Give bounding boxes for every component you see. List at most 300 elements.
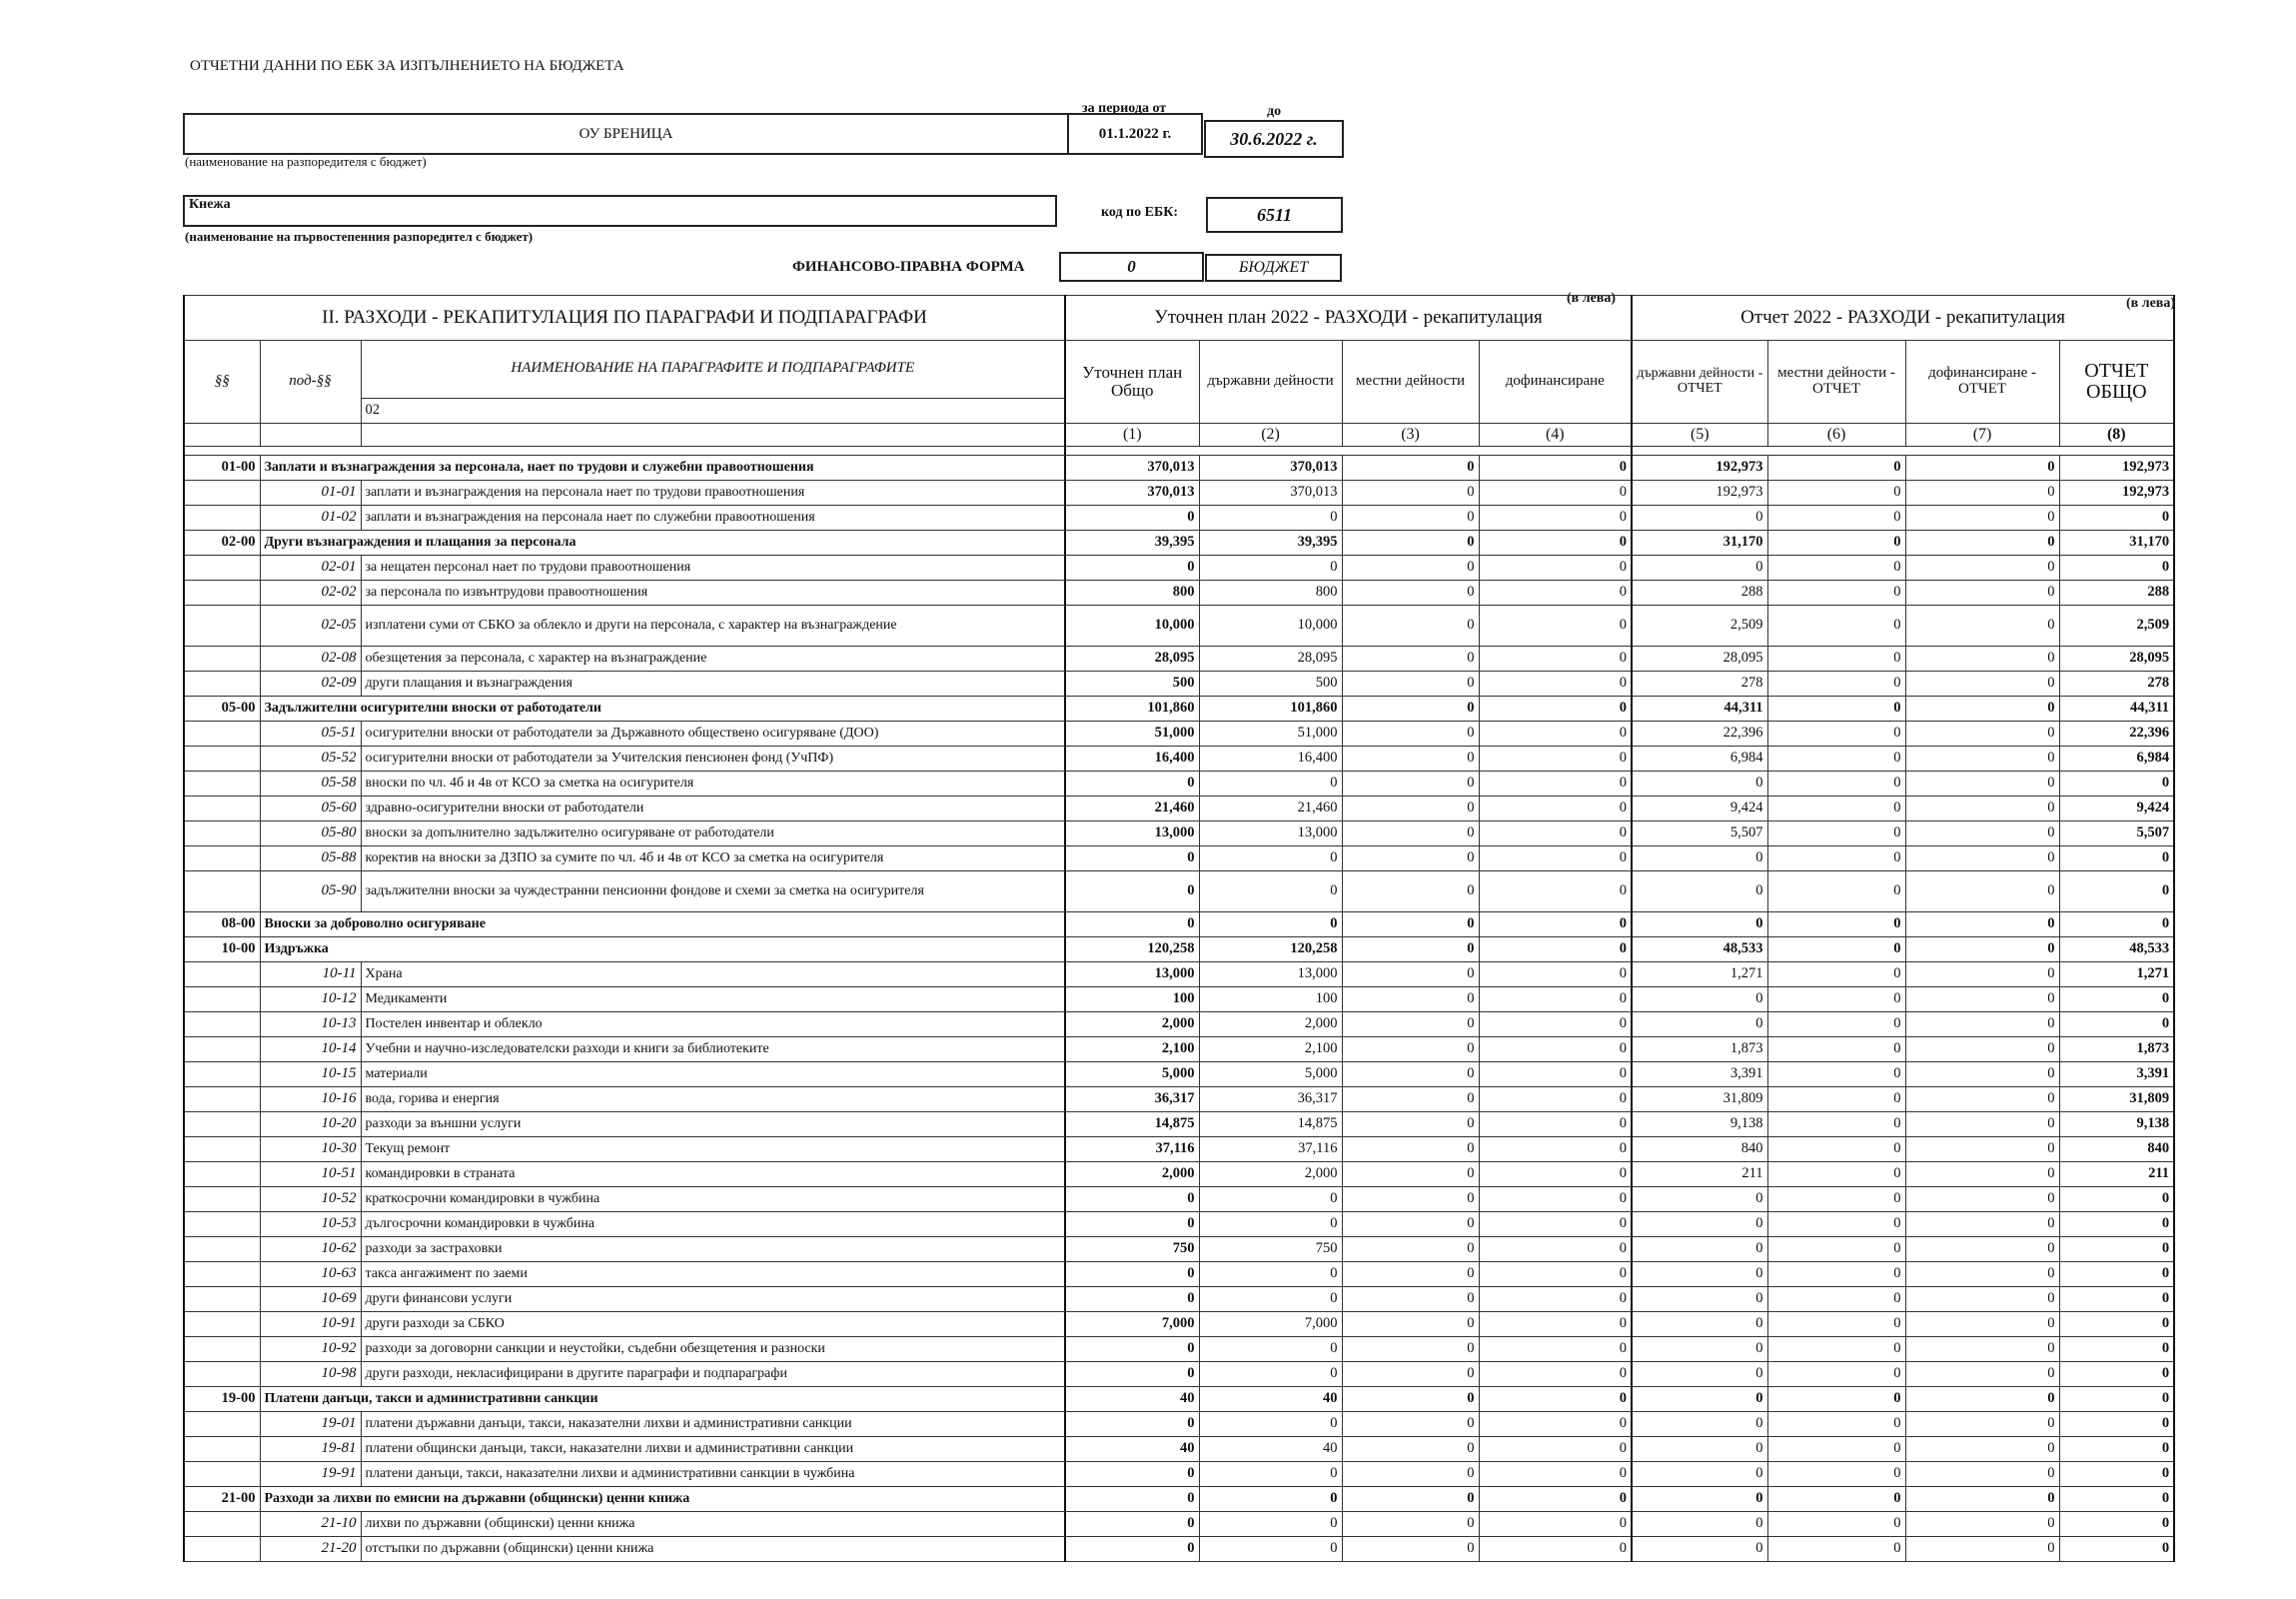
value-col-5: 211 <box>1632 1162 1767 1187</box>
table-row <box>184 1137 2174 1162</box>
table-row <box>184 962 2174 987</box>
value-col-2: 7,000 <box>1199 1312 1342 1337</box>
value-col-1: 0 <box>1065 506 1199 531</box>
table-row <box>184 647 2174 672</box>
value-col-7: 0 <box>1905 697 2059 722</box>
row-name: Медикаменти <box>361 987 1065 1012</box>
value-col-1: 0 <box>1065 871 1199 912</box>
row-subparagraph-code: 19-01 <box>260 1412 361 1437</box>
value-col-7: 0 <box>1905 1387 2059 1412</box>
row-paragraph-code: 21-00 <box>184 1487 260 1512</box>
value-col-4: 0 <box>1479 1112 1632 1137</box>
value-col-6: 0 <box>1767 987 1905 1012</box>
num-3: (3) <box>1342 424 1479 447</box>
row-paragraph-code <box>184 1462 260 1487</box>
value-col-6: 0 <box>1767 1062 1905 1087</box>
value-col-7: 0 <box>1905 1187 2059 1212</box>
value-col-1: 2,000 <box>1065 1162 1199 1187</box>
row-paragraph-code <box>184 1112 260 1137</box>
col-subparagraph: под-§§ <box>260 341 361 424</box>
row-subparagraph-code: 01-01 <box>260 481 361 506</box>
table-row <box>184 821 2174 846</box>
value-col-3: 0 <box>1342 1012 1479 1037</box>
row-name: разходи за договорни санкции и неустойки, съдебни обезщетения и разноски <box>361 1337 1065 1362</box>
value-col-1: 750 <box>1065 1237 1199 1262</box>
row-name: заплати и възнаграждения на персонала нает по трудови правоотношения <box>361 481 1065 506</box>
value-col-1: 0 <box>1065 1537 1199 1562</box>
value-col-7: 0 <box>1905 797 2059 821</box>
table-row <box>184 1512 2174 1537</box>
value-col-8: 0 <box>2059 1462 2174 1487</box>
currency-note-plan: (в лева) <box>1567 291 1617 306</box>
row-name: вноски по чл. 4б и 4в от КСО за сметка на осигурителя <box>361 772 1065 797</box>
row-paragraph-code <box>184 672 260 697</box>
row-paragraph-code <box>184 1062 260 1087</box>
value-col-3: 0 <box>1342 556 1479 581</box>
value-col-4: 0 <box>1479 1137 1632 1162</box>
value-col-4: 0 <box>1479 1412 1632 1437</box>
value-col-1: 500 <box>1065 672 1199 697</box>
value-col-2: 800 <box>1199 581 1342 606</box>
value-col-8: 0 <box>2059 1237 2174 1262</box>
row-paragraph-code <box>184 647 260 672</box>
table-row <box>184 1062 2174 1087</box>
value-col-8: 211 <box>2059 1162 2174 1187</box>
value-col-8: 0 <box>2059 1537 2174 1562</box>
period-from-label: за периода от <box>1082 101 1167 116</box>
row-paragraph-code <box>184 1537 260 1562</box>
primary-caption: (наименование на първостепенния разпоредител с бюджет) <box>185 229 534 244</box>
period-to-value: 30.6.2022 г. <box>1230 128 1318 149</box>
value-col-1: 0 <box>1065 1362 1199 1387</box>
row-subparagraph-code: 05-51 <box>260 722 361 747</box>
row-subparagraph-code: 10-11 <box>260 962 361 987</box>
value-col-4: 0 <box>1479 606 1632 647</box>
row-subparagraph-code: 05-80 <box>260 821 361 846</box>
primary-name-field <box>183 195 1057 227</box>
row-subparagraph-code: 10-91 <box>260 1312 361 1337</box>
value-col-7: 0 <box>1905 937 2059 962</box>
value-col-1: 37,116 <box>1065 1137 1199 1162</box>
value-col-1: 0 <box>1065 772 1199 797</box>
value-col-8: 5,507 <box>2059 821 2174 846</box>
value-col-4: 0 <box>1479 647 1632 672</box>
value-col-7: 0 <box>1905 1012 2059 1037</box>
section-row <box>184 697 2174 722</box>
value-col-8: 0 <box>2059 1262 2174 1287</box>
value-col-6: 0 <box>1767 747 1905 772</box>
row-name: отстъпки по държавни (общински) ценни книжа <box>361 1537 1065 1562</box>
value-col-4: 0 <box>1479 1337 1632 1362</box>
row-subparagraph-code: 05-90 <box>260 871 361 912</box>
value-col-4: 0 <box>1479 1262 1632 1287</box>
num-5: (5) <box>1632 424 1767 447</box>
value-col-8: 0 <box>2059 1487 2174 1512</box>
value-col-8: 0 <box>2059 912 2174 937</box>
value-col-2: 51,000 <box>1199 722 1342 747</box>
period-to-label: до <box>1267 104 1282 119</box>
table-row <box>184 1212 2174 1237</box>
value-col-5: 31,170 <box>1632 531 1767 556</box>
form-code-field <box>1059 252 1204 282</box>
section-row <box>184 456 2174 481</box>
value-col-1: 0 <box>1065 1287 1199 1312</box>
table-row <box>184 1187 2174 1212</box>
value-col-5: 192,973 <box>1632 481 1767 506</box>
value-col-1: 40 <box>1065 1387 1199 1412</box>
value-col-2: 0 <box>1199 1287 1342 1312</box>
row-subparagraph-code: 10-98 <box>260 1362 361 1387</box>
value-col-3: 0 <box>1342 1287 1479 1312</box>
row-name: осигурителни вноски от работодатели за Учителския пенсионен фонд (УчПФ) <box>361 747 1065 772</box>
value-col-6: 0 <box>1767 1087 1905 1112</box>
value-col-6: 0 <box>1767 871 1905 912</box>
value-col-6: 0 <box>1767 772 1905 797</box>
value-col-5: 0 <box>1632 912 1767 937</box>
value-col-4: 0 <box>1479 531 1632 556</box>
value-col-3: 0 <box>1342 481 1479 506</box>
value-col-4: 0 <box>1479 1212 1632 1237</box>
value-col-1: 5,000 <box>1065 1062 1199 1087</box>
row-name: Задължителни осигурителни вноски от работодатели <box>260 697 1065 722</box>
document-title: ОТЧЕТНИ ДАННИ ПО ЕБК ЗА ИЗПЪЛНЕНИЕТО НА БЮДЖЕТА <box>190 58 624 74</box>
value-col-1: 51,000 <box>1065 722 1199 747</box>
value-col-6: 0 <box>1767 1262 1905 1287</box>
value-col-4: 0 <box>1479 1512 1632 1537</box>
value-col-7: 0 <box>1905 747 2059 772</box>
value-col-3: 0 <box>1342 747 1479 772</box>
value-col-8: 31,170 <box>2059 531 2174 556</box>
row-paragraph-code: 10-00 <box>184 937 260 962</box>
value-col-8: 0 <box>2059 506 2174 531</box>
value-col-4: 0 <box>1479 1362 1632 1387</box>
value-col-4: 0 <box>1479 1162 1632 1187</box>
row-name: командировки в страната <box>361 1162 1065 1187</box>
value-col-5: 0 <box>1632 871 1767 912</box>
row-subparagraph-code: 02-09 <box>260 672 361 697</box>
value-col-2: 0 <box>1199 506 1342 531</box>
row-subparagraph-code: 10-30 <box>260 1137 361 1162</box>
table-row <box>184 1312 2174 1337</box>
value-col-4: 0 <box>1479 1537 1632 1562</box>
value-col-3: 0 <box>1342 606 1479 647</box>
row-paragraph-code <box>184 772 260 797</box>
row-paragraph-code <box>184 1012 260 1037</box>
value-col-8: 0 <box>2059 987 2174 1012</box>
value-col-7: 0 <box>1905 506 2059 531</box>
currency-note-report: (в лева) <box>2126 296 2176 311</box>
num-6: (6) <box>1767 424 1905 447</box>
row-subparagraph-code: 10-14 <box>260 1037 361 1062</box>
row-paragraph-code <box>184 1087 260 1112</box>
value-col-8: 0 <box>2059 871 2174 912</box>
value-col-1: 0 <box>1065 1187 1199 1212</box>
value-col-6: 0 <box>1767 962 1905 987</box>
value-col-5: 0 <box>1632 1487 1767 1512</box>
value-col-7: 0 <box>1905 1487 2059 1512</box>
row-paragraph-code <box>184 606 260 647</box>
value-col-1: 370,013 <box>1065 481 1199 506</box>
row-subparagraph-code: 10-69 <box>260 1287 361 1312</box>
value-col-1: 21,460 <box>1065 797 1199 821</box>
value-col-6: 0 <box>1767 1487 1905 1512</box>
value-col-8: 0 <box>2059 1412 2174 1437</box>
value-col-1: 10,000 <box>1065 606 1199 647</box>
value-col-8: 0 <box>2059 556 2174 581</box>
table-body <box>184 456 2174 1562</box>
row-paragraph-code <box>184 797 260 821</box>
value-col-3: 0 <box>1342 821 1479 846</box>
value-col-4: 0 <box>1479 1487 1632 1512</box>
value-col-7: 0 <box>1905 481 2059 506</box>
value-col-4: 0 <box>1479 772 1632 797</box>
value-col-6: 0 <box>1767 821 1905 846</box>
value-col-7: 0 <box>1905 1437 2059 1462</box>
value-col-4: 0 <box>1479 1237 1632 1262</box>
value-col-2: 39,395 <box>1199 531 1342 556</box>
value-col-1: 7,000 <box>1065 1312 1199 1337</box>
row-paragraph-code: 19-00 <box>184 1387 260 1412</box>
value-col-3: 0 <box>1342 1262 1479 1287</box>
value-col-7: 0 <box>1905 1237 2059 1262</box>
row-subparagraph-code: 02-08 <box>260 647 361 672</box>
value-col-1: 40 <box>1065 1437 1199 1462</box>
value-col-6: 0 <box>1767 1512 1905 1537</box>
value-col-5: 0 <box>1632 1537 1767 1562</box>
value-col-6: 0 <box>1767 1237 1905 1262</box>
value-col-7: 0 <box>1905 647 2059 672</box>
value-col-7: 0 <box>1905 531 2059 556</box>
value-col-5: 0 <box>1632 556 1767 581</box>
row-paragraph-code <box>184 1437 260 1462</box>
table-row <box>184 722 2174 747</box>
row-subparagraph-code: 21-10 <box>260 1512 361 1537</box>
row-subparagraph-code: 02-05 <box>260 606 361 647</box>
value-col-4: 0 <box>1479 506 1632 531</box>
row-name: други разходи, некласифицирани в другите параграфи и подпараграфи <box>361 1362 1065 1387</box>
value-col-3: 0 <box>1342 672 1479 697</box>
value-col-1: 0 <box>1065 912 1199 937</box>
row-name: Вноски за доброволно осигуряване <box>260 912 1065 937</box>
value-col-4: 0 <box>1479 1462 1632 1487</box>
table-row <box>184 581 2174 606</box>
row-name: Платени данъци, такси и административни санкции <box>260 1387 1065 1412</box>
value-col-7: 0 <box>1905 606 2059 647</box>
row-paragraph-code <box>184 846 260 871</box>
value-col-8: 31,809 <box>2059 1087 2174 1112</box>
code-02: 02 <box>361 398 1065 423</box>
value-col-2: 36,317 <box>1199 1087 1342 1112</box>
value-col-5: 0 <box>1632 846 1767 871</box>
value-col-4: 0 <box>1479 581 1632 606</box>
period-from-value: 01.1.2022 г. <box>1098 125 1172 142</box>
table-row <box>184 1337 2174 1362</box>
row-name: здравно-осигурителни вноски от работодатели <box>361 797 1065 821</box>
value-col-3: 0 <box>1342 581 1479 606</box>
num-8: (8) <box>2059 424 2174 447</box>
value-col-4: 0 <box>1479 1437 1632 1462</box>
ebk-label: код по ЕБК: <box>1101 205 1179 220</box>
table-row <box>184 606 2174 647</box>
table-row <box>184 1412 2174 1437</box>
value-col-8: 0 <box>2059 1337 2174 1362</box>
value-col-4: 0 <box>1479 1012 1632 1037</box>
value-col-4: 0 <box>1479 846 1632 871</box>
row-name: обезщетения за персонала, с характер на възнаграждение <box>361 647 1065 672</box>
value-col-6: 0 <box>1767 647 1905 672</box>
value-col-1: 0 <box>1065 846 1199 871</box>
num-empty-1 <box>184 424 260 447</box>
row-paragraph-code <box>184 987 260 1012</box>
row-subparagraph-code: 10-62 <box>260 1237 361 1262</box>
period-to-field <box>1204 120 1344 158</box>
value-col-6: 0 <box>1767 1412 1905 1437</box>
row-name: Текущ ремонт <box>361 1137 1065 1162</box>
value-col-3: 0 <box>1342 772 1479 797</box>
value-col-8: 0 <box>2059 1212 2174 1237</box>
value-col-4: 0 <box>1479 987 1632 1012</box>
value-col-4: 0 <box>1479 456 1632 481</box>
table-row <box>184 1262 2174 1287</box>
value-col-2: 0 <box>1199 871 1342 912</box>
value-col-4: 0 <box>1479 1312 1632 1337</box>
value-col-6: 0 <box>1767 1462 1905 1487</box>
value-col-7: 0 <box>1905 556 2059 581</box>
value-col-7: 0 <box>1905 672 2059 697</box>
row-paragraph-code: 08-00 <box>184 912 260 937</box>
value-col-6: 0 <box>1767 846 1905 871</box>
value-col-2: 21,460 <box>1199 797 1342 821</box>
report-title: Отчет 2022 - РАЗХОДИ - рекапитулация <box>1632 296 2174 341</box>
row-paragraph-code: 02-00 <box>184 531 260 556</box>
value-col-3: 0 <box>1342 1137 1479 1162</box>
table-row <box>184 1162 2174 1187</box>
row-paragraph-code <box>184 1137 260 1162</box>
row-paragraph-code <box>184 1287 260 1312</box>
value-col-5: 1,271 <box>1632 962 1767 987</box>
value-col-3: 0 <box>1342 1362 1479 1387</box>
value-col-6: 0 <box>1767 456 1905 481</box>
value-col-1: 36,317 <box>1065 1087 1199 1112</box>
value-col-7: 0 <box>1905 581 2059 606</box>
row-subparagraph-code: 10-52 <box>260 1187 361 1212</box>
separator-row <box>184 447 2174 456</box>
row-subparagraph-code: 21-20 <box>260 1537 361 1562</box>
row-subparagraph-code: 19-81 <box>260 1437 361 1462</box>
value-col-7: 0 <box>1905 912 2059 937</box>
value-col-8: 192,973 <box>2059 456 2174 481</box>
value-col-7: 0 <box>1905 962 2059 987</box>
value-col-6: 0 <box>1767 797 1905 821</box>
period-from-field <box>1067 113 1203 155</box>
value-col-6: 0 <box>1767 581 1905 606</box>
row-paragraph-code <box>184 1212 260 1237</box>
value-col-8: 28,095 <box>2059 647 2174 672</box>
value-col-5: 840 <box>1632 1137 1767 1162</box>
col-report-state: държавни дейности - ОТЧЕТ <box>1632 341 1767 424</box>
row-name: задължителни вноски за чуждестранни пенсионни фондове и схеми за сметка на осигурителя <box>361 871 1065 912</box>
value-col-7: 0 <box>1905 722 2059 747</box>
value-col-6: 0 <box>1767 1162 1905 1187</box>
value-col-2: 0 <box>1199 1212 1342 1237</box>
value-col-6: 0 <box>1767 1112 1905 1137</box>
row-paragraph-code: 01-00 <box>184 456 260 481</box>
table-title-row <box>184 296 2174 341</box>
plan-title: Уточнен план 2022 - РАЗХОДИ - рекапитулация <box>1065 296 1632 341</box>
section-row <box>184 937 2174 962</box>
row-name: Заплати и възнаграждения за персонала, нает по трудови и служебни правоотношения <box>260 456 1065 481</box>
value-col-5: 0 <box>1632 1187 1767 1212</box>
row-name: за персонала по извънтрудови правоотношения <box>361 581 1065 606</box>
value-col-2: 0 <box>1199 1487 1342 1512</box>
value-col-8: 6,984 <box>2059 747 2174 772</box>
value-col-3: 0 <box>1342 506 1479 531</box>
value-col-8: 0 <box>2059 1387 2174 1412</box>
value-col-1: 13,000 <box>1065 821 1199 846</box>
row-paragraph-code <box>184 1187 260 1212</box>
value-col-1: 28,095 <box>1065 647 1199 672</box>
value-col-2: 0 <box>1199 1412 1342 1437</box>
row-paragraph-code <box>184 1162 260 1187</box>
row-paragraph-code <box>184 1237 260 1262</box>
value-col-3: 0 <box>1342 1312 1479 1337</box>
value-col-5: 0 <box>1632 1337 1767 1362</box>
row-subparagraph-code: 10-92 <box>260 1337 361 1362</box>
value-col-6: 0 <box>1767 912 1905 937</box>
value-col-2: 13,000 <box>1199 962 1342 987</box>
row-subparagraph-code: 10-51 <box>260 1162 361 1187</box>
value-col-3: 0 <box>1342 1412 1479 1437</box>
value-col-2: 0 <box>1199 1462 1342 1487</box>
col-report-cofin: дофинансиране - ОТЧЕТ <box>1905 341 2059 424</box>
row-paragraph-code <box>184 1262 260 1287</box>
row-subparagraph-code: 19-91 <box>260 1462 361 1487</box>
value-col-2: 2,000 <box>1199 1162 1342 1187</box>
row-subparagraph-code: 01-02 <box>260 506 361 531</box>
value-col-1: 0 <box>1065 1412 1199 1437</box>
value-col-2: 0 <box>1199 556 1342 581</box>
value-col-4: 0 <box>1479 962 1632 987</box>
value-col-2: 5,000 <box>1199 1062 1342 1087</box>
value-col-5: 31,809 <box>1632 1087 1767 1112</box>
value-col-7: 0 <box>1905 1312 2059 1337</box>
row-paragraph-code <box>184 506 260 531</box>
value-col-8: 192,973 <box>2059 481 2174 506</box>
table-row <box>184 1012 2174 1037</box>
value-col-2: 0 <box>1199 1537 1342 1562</box>
value-col-8: 22,396 <box>2059 722 2174 747</box>
value-col-6: 0 <box>1767 606 1905 647</box>
value-col-4: 0 <box>1479 672 1632 697</box>
value-col-3: 0 <box>1342 1337 1479 1362</box>
value-col-4: 0 <box>1479 1387 1632 1412</box>
value-col-8: 840 <box>2059 1137 2174 1162</box>
value-col-5: 0 <box>1632 1262 1767 1287</box>
value-col-5: 288 <box>1632 581 1767 606</box>
value-col-6: 0 <box>1767 506 1905 531</box>
value-col-6: 0 <box>1767 722 1905 747</box>
value-col-6: 0 <box>1767 1387 1905 1412</box>
value-col-1: 14,875 <box>1065 1112 1199 1137</box>
form-label: ФИНАНСОВО-ПРАВНА ФОРМА <box>792 259 1025 275</box>
table-row <box>184 797 2174 821</box>
value-col-5: 0 <box>1632 1237 1767 1262</box>
value-col-2: 2,000 <box>1199 1012 1342 1037</box>
value-col-8: 3,391 <box>2059 1062 2174 1087</box>
row-name: разходи за външни услуги <box>361 1112 1065 1137</box>
value-col-1: 100 <box>1065 987 1199 1012</box>
value-col-2: 0 <box>1199 1262 1342 1287</box>
